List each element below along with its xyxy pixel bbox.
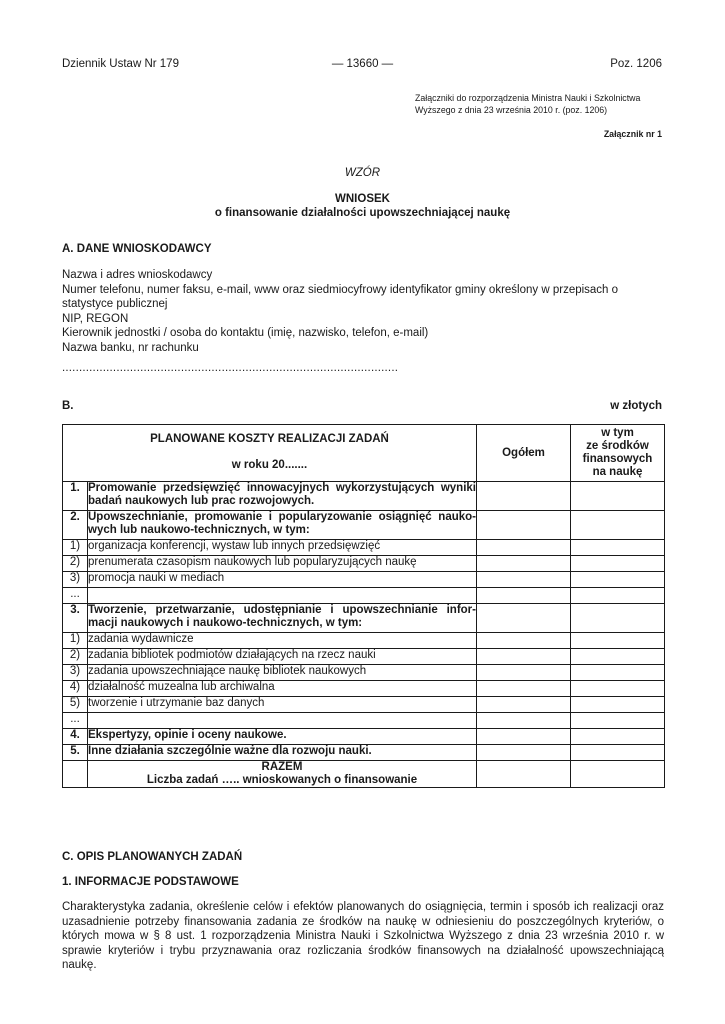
row-number: 1. [63,482,88,511]
journal-title: Dziennik Ustaw Nr 179 [62,58,179,70]
section-a-heading: A. DANE WNIOSKODAWCY [62,243,212,255]
table-row [63,588,665,604]
science-funds-cell[interactable] [571,761,665,788]
table-row [63,540,665,556]
section-c-paragraph: Charakterystyka zadania, określenie celów i efektów planowanych do osiągnięcia, termin i sposób ich realizacji oraz uzasadnienie potrzeby finansowania zadania ze środków na naukę w odniesieniu do poszczególnych kryteriów, o których mowa w § 8 ust. 1 rozporządzenia Ministra Nauki i Szkolnictwa Wyższego z dnia 23 września 2010 r. w sprawie kryteriów i trybu przyznawania oraz rozliczania środków finansowych na działalność upowszechniającą naukę. [62,901,664,971]
table-row [63,681,665,697]
science-funds-cell[interactable] [571,540,665,556]
row-label [88,588,477,604]
row-label: prenumerata czasopism naukowych lub popularyzujących naukę [88,556,477,572]
field-label: NIP, REGON [62,312,129,325]
total-cell[interactable] [477,649,571,665]
row-label: tworzenie i utrzymanie baz danych [88,697,477,713]
total-row-number-cell [63,761,88,788]
header-share-line: ze środków [586,440,649,452]
science-funds-cell[interactable] [571,572,665,588]
row-label: działalność muzealna lub archiwalna [88,681,477,697]
science-funds-cell[interactable] [571,633,665,649]
science-funds-cell[interactable] [571,729,665,745]
table-row [63,665,665,681]
header-total: Ogółem [477,425,571,482]
header-year: w roku 20....... [231,459,308,471]
total-cell[interactable] [477,511,571,540]
science-funds-cell[interactable] [571,713,665,729]
task-count-label: Liczba zadań ….. wnioskowanych o finansowanie [146,774,418,786]
row-label: zadania wydawnicze [88,633,477,649]
table-row [63,572,665,588]
row-label: Tworzenie, przetwarzanie, udostępnianie i upowszechnianie infor-macji naukowych i naukowo-technicznych, w tym: [88,604,477,633]
table-row [63,556,665,572]
total-cell[interactable] [477,665,571,681]
annex-number: Załącznik nr 1 [603,129,662,139]
row-number: 3) [63,572,88,588]
header-share-line: na naukę [592,466,643,478]
row-number: 3. [63,604,88,633]
table-row [63,649,665,665]
total-cell[interactable] [477,604,571,633]
fill-in-line: ................................................................................................... [62,362,399,374]
header-title: PLANOWANE KOSZTY REALIZACJI ZADAŃ [150,433,389,445]
row-label: Ekspertyzy, opinie i oceny naukowe. [88,729,477,745]
row-number: 5. [63,745,88,761]
row-number: ... [63,588,88,604]
document-title [0,192,725,220]
field-label: Numer telefonu, numer faksu, e-mail, www oraz siedmiocyfrowy identyfikator gminy określony w przepisach o statystyce publicznej [62,283,619,310]
row-number: 1) [63,540,88,556]
science-funds-cell[interactable] [571,482,665,511]
annex-note-line: Załączniki do rozporządzenia Ministra Nauki i Szkolnictwa [415,93,641,103]
section-a-fields [62,268,664,355]
table-row [63,729,665,745]
row-label: Promowanie przedsięwzięć innowacyjnych wykorzystujących wyniki badań naukowych lub prac rozwojowych. [88,482,477,511]
header-share-line: w tym [601,427,634,439]
annex-note-line: Wyższego z dnia 23 września 2010 r. (poz. 1206) [415,104,608,115]
field-label: Nazwa banku, nr rachunku [62,341,199,354]
science-funds-cell[interactable] [571,604,665,633]
science-funds-cell[interactable] [571,745,665,761]
title-line: o finansowanie działalności upowszechniającej naukę [214,207,511,219]
row-number: 4) [63,681,88,697]
total-cell[interactable] [477,761,571,788]
science-funds-cell[interactable] [571,649,665,665]
row-label [88,713,477,729]
total-cell[interactable] [477,681,571,697]
row-label: organizacja konferencji, wystaw lub innych przedsięwzięć [88,540,477,556]
table-row [63,604,665,633]
position-number: Poz. 1206 [610,58,662,70]
total-cell[interactable] [477,729,571,745]
section-b-heading: B. [62,400,74,412]
total-row-label [88,761,477,788]
field-label: Nazwa i adres wnioskodawcy [62,269,213,281]
row-number: 2) [63,556,88,572]
science-funds-cell[interactable] [571,697,665,713]
total-cell[interactable] [477,745,571,761]
table-row [63,745,665,761]
science-funds-cell[interactable] [571,511,665,540]
science-funds-cell[interactable] [571,556,665,572]
table-row [63,633,665,649]
science-funds-cell[interactable] [571,588,665,604]
razem-label: RAZEM [261,761,303,773]
form-label: WZÓR [344,167,381,179]
row-label: promocja nauki w mediach [88,572,477,588]
total-cell[interactable] [477,556,571,572]
row-number: ... [63,713,88,729]
row-number: 4. [63,729,88,745]
table-row [63,697,665,713]
science-funds-cell[interactable] [571,665,665,681]
table-header-row [63,425,665,482]
row-label: Upowszechnianie, promowanie i popularyzowanie osiągnięć nauko-wych lub naukowo-technicznych, w tym: [88,511,477,540]
total-cell[interactable] [477,633,571,649]
total-cell[interactable] [477,713,571,729]
currency-unit: w złotych [610,400,662,412]
table-row [63,713,665,729]
row-number: 2. [63,511,88,540]
table-row-total [63,761,665,788]
cost-table [62,424,665,788]
total-cell[interactable] [477,482,571,511]
total-cell[interactable] [477,697,571,713]
science-funds-cell[interactable] [571,681,665,697]
table-row [63,511,665,540]
total-cell[interactable] [477,572,571,588]
row-number: 5) [63,697,88,713]
row-number: 3) [63,665,88,681]
total-cell[interactable] [477,588,571,604]
row-number: 2) [63,649,88,665]
row-label: zadania bibliotek podmiotów działających na rzecz nauki [88,649,477,665]
section-c1-heading: 1. INFORMACJE PODSTAWOWE [62,876,239,888]
table-row [63,482,665,511]
section-c-heading: C. OPIS PLANOWANYCH ZADAŃ [62,851,243,863]
header-share-line: finansowych [582,453,653,465]
annex-note [415,93,685,116]
header-science-funds [571,425,665,482]
total-cell[interactable] [477,540,571,556]
row-label: Inne działania szczególnie ważne dla rozwoju nauki. [88,745,477,761]
row-number: 1) [63,633,88,649]
page-number: — 13660 — [331,58,394,70]
title-line: WNIOSEK [335,193,390,205]
header-planned-costs [63,425,477,482]
row-label: zadania upowszechniające naukę bibliotek naukowych [88,665,477,681]
field-label: Kierownik jednostki / osoba do kontaktu (imię, nazwisko, telefon, e-mail) [62,327,429,339]
